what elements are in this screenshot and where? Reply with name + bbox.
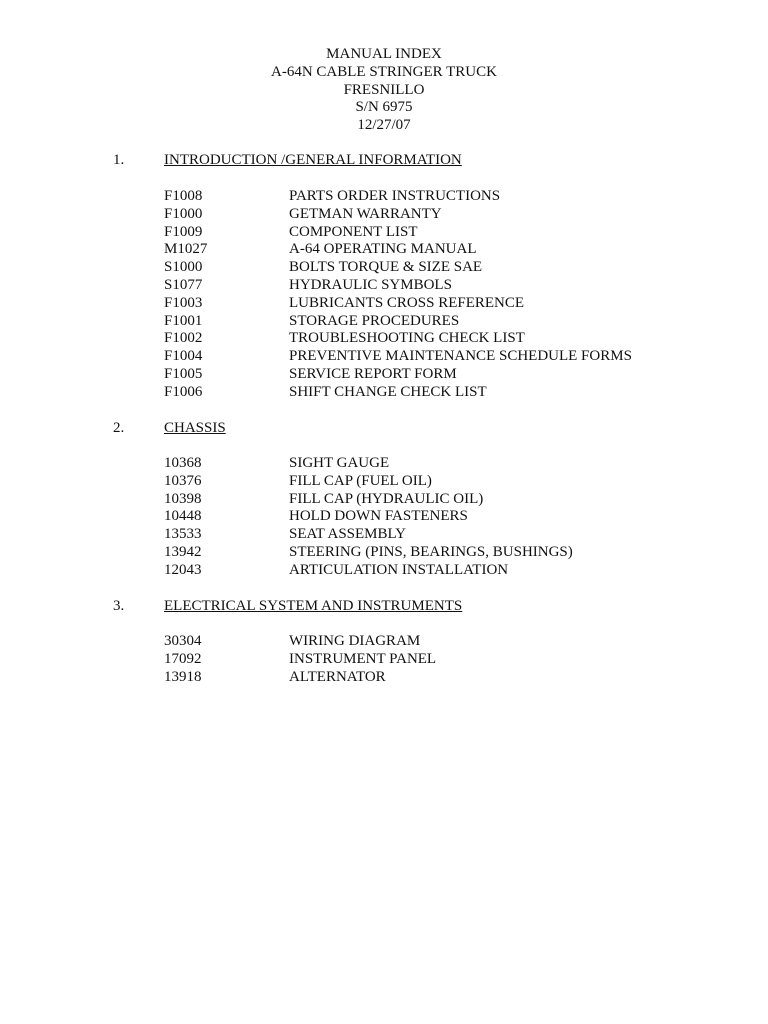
section-electrical-items [0,633,768,686]
section-title: CHASSIS [164,420,226,436]
entry-description: PREVENTIVE MAINTENANCE SCHEDULE FORMS [289,348,632,365]
section-number: 3. [113,598,125,614]
index-entry [0,526,768,544]
entry-description: BOLTS TORQUE & SIZE SAE [289,259,483,276]
entry-description: PARTS ORDER INSTRUCTIONS [289,188,501,204]
index-entry [0,633,768,651]
index-entry [0,473,768,491]
entry-code: M1027 [164,241,208,258]
entry-description: INSTRUMENT PANEL [289,650,437,667]
entry-code: F1002 [164,330,203,347]
document-title: MANUAL INDEX [326,46,442,62]
entry-code: F1001 [164,312,203,329]
index-entry [0,188,768,206]
entry-code: F1000 [164,205,203,222]
index-entry [0,384,768,402]
document-serial: S/N 6975 [355,99,413,116]
index-entry [0,669,768,687]
document-date: 12/27/07 [357,117,411,134]
entry-code: F1004 [164,348,203,365]
entry-description: COMPONENT LIST [289,223,418,240]
entry-code: S1077 [164,276,203,293]
entry-description: HYDRAULIC SYMBOLS [289,276,452,293]
entry-code: 10368 [164,455,202,471]
entry-description: SIGHT GAUGE [289,455,390,471]
entry-description: SEAT ASSEMBLY [289,526,407,543]
index-entry [0,491,768,509]
section-introduction-items [0,188,768,402]
entry-code: 13918 [164,668,202,685]
entry-description: HOLD DOWN FASTENERS [289,508,468,525]
section-number: 1. [113,152,125,168]
document-model: A-64N CABLE STRINGER TRUCK [271,63,497,80]
index-entry [0,277,768,295]
index-entry [0,259,768,277]
entry-code: F1009 [164,223,203,240]
index-entry [0,366,768,384]
document-location: FRESNILLO [343,81,425,98]
index-entry [0,206,768,224]
index-entry [0,348,768,366]
entry-code: 17092 [164,650,202,667]
entry-description: LUBRICANTS CROSS REFERENCE [289,294,525,311]
entry-code: F1008 [164,188,203,204]
entry-code: S1000 [164,259,203,276]
entry-code: F1005 [164,365,203,382]
index-entry [0,562,768,580]
entry-description: SERVICE REPORT FORM [289,365,457,382]
entry-code: 13942 [164,543,202,560]
index-entry [0,544,768,562]
section-title: INTRODUCTION /GENERAL INFORMATION [164,152,462,168]
entry-description: FILL CAP (HYDRAULIC OIL) [289,490,484,507]
index-entry [0,330,768,348]
entry-code: 12043 [164,561,202,578]
entry-description: A-64 OPERATING MANUAL [289,241,477,258]
index-entry [0,295,768,313]
entry-code: F1003 [164,294,203,311]
entry-description: WIRING DIAGRAM [289,633,421,649]
section-chassis-items [0,455,768,580]
section-number: 2. [113,420,125,436]
index-entry [0,224,768,242]
index-entry [0,508,768,526]
entry-code: F1006 [164,383,203,400]
entry-description: TROUBLESHOOTING CHECK LIST [289,330,525,347]
entry-description: STEERING (PINS, BEARINGS, BUSHINGS) [289,543,573,560]
entry-description: ALTERNATOR [289,668,386,685]
section-title: ELECTRICAL SYSTEM AND INSTRUMENTS [164,598,463,614]
entry-description: ARTICULATION INSTALLATION [289,561,509,578]
index-entry [0,241,768,259]
entry-code: 10398 [164,490,202,507]
entry-code: 13533 [164,526,202,543]
entry-description: STORAGE PROCEDURES [289,312,460,329]
entry-code: 30304 [164,633,202,649]
entry-code: 10448 [164,508,202,525]
index-entry [0,313,768,331]
entry-description: FILL CAP (FUEL OIL) [289,472,432,489]
document-header [0,46,768,135]
entry-description: SHIFT CHANGE CHECK LIST [289,383,487,400]
index-entry [0,455,768,473]
entry-code: 10376 [164,472,202,489]
index-entry [0,651,768,669]
entry-description: GETMAN WARRANTY [289,205,442,222]
